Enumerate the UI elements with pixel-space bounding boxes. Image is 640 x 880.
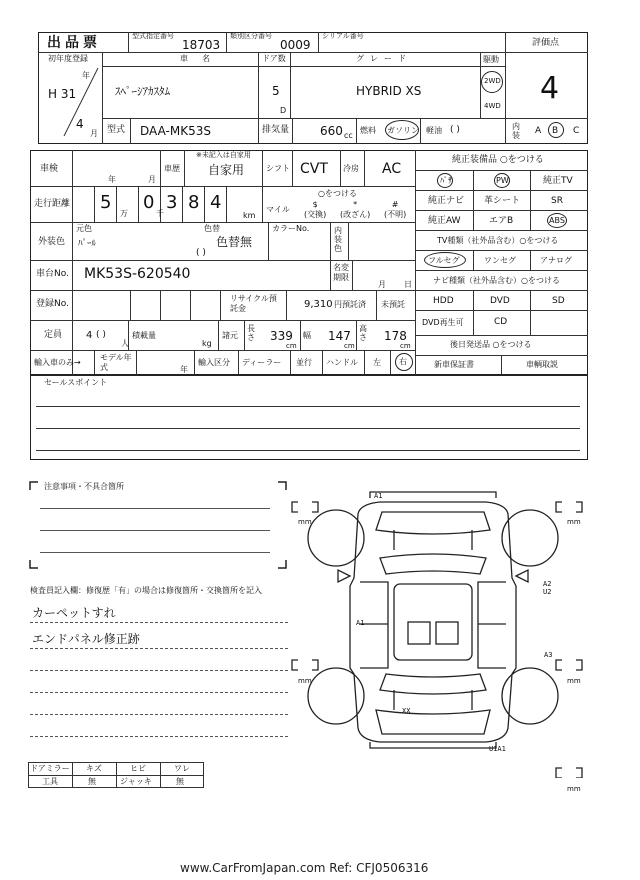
equip-abs: ABS (549, 216, 565, 225)
equip-leather: 革シート (484, 196, 521, 206)
parallel: 並行 (296, 358, 312, 367)
equip-pw: PW (496, 176, 509, 185)
mileage-label: 走行距離 (34, 199, 71, 209)
mileage-digit-1: 5 (100, 192, 112, 213)
doors: 5 (272, 84, 280, 98)
import-type-label: 輸入区分 (198, 358, 230, 367)
mm-rl: mm (298, 677, 312, 685)
legend-v4: 無 (176, 777, 184, 786)
equip-aw: 純正AW (428, 216, 461, 226)
displacement: 660 (320, 124, 343, 138)
legend-v3: ジャッキ (120, 777, 152, 786)
recycle: 9,310 (304, 299, 333, 310)
remark-2: エンドパネル修正跡 (32, 632, 140, 646)
interior-a: A (535, 126, 542, 136)
doc-warranty: 新車保証書 (434, 360, 474, 369)
fuel-selected: ガソリン (387, 126, 419, 135)
legend-h1: ドアミラー (30, 764, 70, 773)
mileage-digit-4: 8 (188, 192, 200, 213)
grade-label: グレード (356, 54, 412, 63)
chassis-no: MK53S-620540 (84, 266, 191, 282)
width: 147 (328, 329, 351, 343)
genuine-label: 純正装備品 ○をつける (452, 155, 544, 165)
equip-sr: SR (551, 196, 563, 206)
handle-left: 左 (373, 358, 381, 367)
score-value: 4 (540, 71, 560, 106)
width-label: 幅 (303, 331, 311, 340)
car-name-label: 車名 (180, 54, 224, 63)
tv-label: TV種類（社外品含む）○をつける (437, 236, 559, 245)
mark-left-side: A1 (356, 619, 365, 627)
import-label: 輸入車のみ→ (34, 358, 81, 367)
mm-fr: mm (567, 518, 581, 526)
name-change-month: 月 (378, 280, 386, 289)
mm-rr: mm (567, 677, 581, 685)
paren-blank: ( ) (450, 125, 460, 135)
watermark: www.CarFromJapan.com Ref: CFJ0506316 (180, 861, 429, 875)
height-label: 高さ (359, 324, 367, 342)
drive-label: 駆動 (483, 55, 499, 64)
handle-right: 右 (399, 357, 407, 366)
doc-manual: 車輌取説 (526, 360, 558, 369)
first-reg-month: 4 (76, 117, 84, 131)
year-unit: 年 (82, 71, 90, 80)
mileage-digit-5: 4 (210, 192, 222, 213)
inspection-month: 月 (148, 175, 156, 184)
ac-label: 冷房 (343, 164, 359, 173)
history: 自家用 (208, 163, 245, 177)
orig-color: ﾊﾟｰﾙ (78, 239, 97, 249)
equip-navi: 純正ナビ (428, 196, 465, 206)
displacement-label: 排気量 (262, 125, 290, 135)
capacity: 4 (86, 330, 93, 341)
color-no-label: カラーNo. (272, 224, 310, 233)
model-no-label: 型式指定番号 (132, 32, 174, 40)
mark-front: A1 (374, 492, 383, 500)
legend-h3: ヒビ (130, 764, 146, 773)
diagonal-slash (60, 66, 100, 138)
mileage-digit-2: 0 (143, 192, 155, 213)
model-label: 型式 (107, 125, 126, 135)
equip-tv: 純正TV (543, 176, 573, 186)
recycle-label: リサイクル預託金 (230, 294, 277, 313)
capacity-label: 定員 (44, 330, 63, 340)
color-change: 色替無 (216, 235, 253, 249)
serial-label: シリアル番号 (322, 32, 364, 40)
height-cm: cm (400, 342, 411, 350)
navi-cd: CD (494, 317, 508, 327)
form-title: 出品票 (47, 35, 101, 51)
navi-sd: SD (552, 296, 565, 306)
mark-right-side: A2 U2 (543, 580, 552, 596)
car-diagram (290, 478, 600, 778)
mm-fl: mm (298, 518, 312, 526)
ext-color-label: 外装色 (38, 237, 66, 247)
sen-unit: 千 (156, 209, 164, 218)
length: 339 (270, 329, 293, 343)
car-name: ｽﾍﾟｰｼｱｶｽﾀﾑ (115, 85, 170, 98)
interior-label: 内装 (512, 122, 520, 140)
interior-c: C (573, 126, 580, 136)
tampered-label: * (改ざん) (340, 200, 371, 219)
mile-label: マイル (266, 205, 290, 214)
shift: CVT (300, 161, 328, 177)
sales-point-box (30, 375, 588, 460)
chassis-label: 車台No. (36, 269, 69, 279)
mm-spare: mm (567, 785, 581, 793)
length-label: 長さ (247, 324, 255, 342)
model: DAA-MK53S (140, 124, 211, 138)
name-change-label: 名変期限 (333, 263, 349, 282)
mark-center: XX (402, 707, 411, 715)
mark-rear: U1A1 (489, 745, 506, 753)
inspection-label: 車検 (40, 164, 59, 174)
month-unit: 月 (90, 129, 98, 138)
interior-b: B (552, 126, 559, 136)
tv-fullseg: フルセグ (428, 256, 460, 265)
first-reg-era: H 31 (48, 87, 77, 101)
exchanged-label: $ (交換) (304, 200, 327, 219)
notes-label: 注意事項・不具合箇所 (44, 482, 124, 491)
recycle-suffix: 円預託済 (334, 300, 366, 309)
sales-point-label: セールスポイント (44, 378, 108, 387)
mark-right-rear: A3 (544, 651, 553, 659)
class-no-label: 類別区分番号 (230, 32, 272, 40)
dealer: ディーラー (242, 358, 282, 367)
class-no: 0009 (280, 38, 311, 52)
load-label: 積載量 (132, 331, 156, 340)
notes-box (28, 480, 288, 570)
score-label: 評価点 (532, 38, 560, 48)
grade: HYBRID XS (356, 84, 422, 98)
color-paren: ( ) (196, 248, 206, 258)
model-no: 18703 (182, 38, 221, 52)
recycle-unpaid: 未預託 (381, 300, 405, 309)
fuel-label: 燃料 (360, 126, 376, 135)
drive-4wd: 4WD (484, 102, 501, 110)
int-color-label: 内装色 (334, 226, 342, 253)
capacity-unit: 人 (121, 339, 129, 348)
model-year-label: モデル年式 (100, 353, 132, 372)
unknown-label: # (不明) (384, 200, 407, 219)
man-unit: 万 (120, 209, 128, 218)
navi-hdd: HDD (433, 296, 454, 306)
orig-color-label: 元色 (76, 224, 92, 233)
cc-unit: cc (344, 131, 353, 140)
reg-label: 登録No. (36, 299, 69, 309)
remark-1: カーペットすれ (32, 606, 116, 620)
drive-2wd: 2WD (484, 77, 501, 85)
capacity-paren: ( ) (96, 330, 106, 340)
equip-airbag: エアB (489, 216, 514, 226)
ac: AC (382, 161, 402, 177)
handle-label: ハンドル (326, 358, 358, 367)
docs-label: 後日発送品 ○をつける (450, 340, 532, 349)
name-change-day: 日 (404, 280, 412, 289)
door-suffix: D (280, 106, 287, 115)
legend-h4: ワレ (174, 764, 190, 773)
mileage-digit-3: 3 (166, 192, 178, 213)
shift-label: シフト (266, 164, 290, 173)
navi-dvd: DVD (490, 296, 510, 306)
legend-v2: 無 (88, 777, 96, 786)
load-unit: kg (202, 339, 212, 348)
legend-h2: キズ (86, 764, 102, 773)
navi-label: ナビ種類（社外品含む）○をつける (433, 276, 560, 285)
height: 178 (384, 329, 407, 343)
history-label: 車歴 (164, 164, 180, 173)
fuel-light: 軽油 (426, 126, 442, 135)
length-cm: cm (286, 342, 297, 350)
tv-analog: アナログ (540, 256, 572, 265)
history-note: ※未記入は自家用 (196, 151, 251, 159)
inspector-label: 検査員記入欄：修復歴「有」の場合は修復箇所・交換箇所を記入 (30, 586, 262, 595)
first-reg-label: 初年度登録 (48, 54, 88, 63)
doors-label: ドア数 (262, 54, 286, 63)
dims-label: 諸元 (222, 331, 238, 340)
navi-dvd-play: DVD再生可 (422, 318, 464, 327)
legend-v1: 工具 (42, 777, 58, 786)
equip-ps: ﾊﾟｻ (440, 176, 452, 185)
mileage-circle-note: ○をつける (318, 189, 357, 198)
inspection-year: 年 (108, 175, 116, 184)
width-cm: cm (344, 342, 355, 350)
tv-oneseg: ワンセグ (484, 256, 516, 265)
model-year-unit: 年 (180, 365, 188, 374)
color-code-label: 色替 (204, 224, 220, 233)
km-unit: km (243, 211, 256, 220)
